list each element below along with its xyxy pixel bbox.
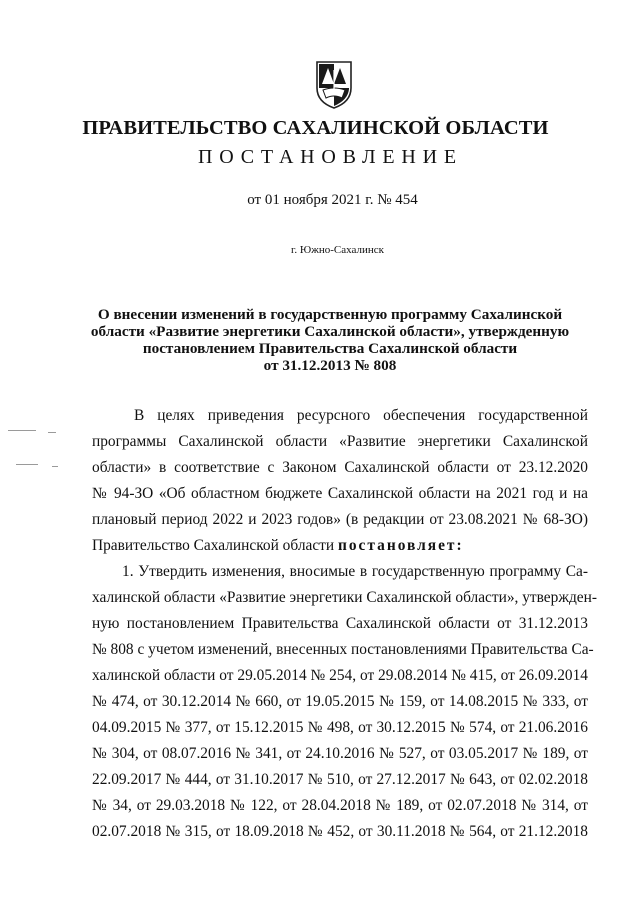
item-1-line: 1. Утвердить изменения, вносимые в государственную программу Са- (122, 563, 588, 580)
item-1-line: 02.07.2018 № 315, от 18.09.2018 № 452, от 30.11.2018 № 564, от 21.12.2018 (92, 823, 588, 840)
body-line (92, 533, 588, 559)
body-line: программы Сахалинской области «Развитие энергетики Сахалинской (92, 433, 588, 450)
document-type: ПОСТАНОВЛЕНИЕ (198, 146, 463, 168)
government-title: ПРАВИТЕЛЬСТВО САХАЛИНСКОЙ ОБЛАСТИ (82, 117, 549, 139)
item-1-line: № 474, от 30.12.2014 № 660, от 19.05.2015 № 159, от 14.08.2015 № 333, от (92, 693, 588, 710)
body-line: плановый период 2022 и 2023 годов» (в редакции от 23.08.2021 № 68-ЗО) (92, 511, 588, 528)
item-1-line: халинской области от 29.05.2014 № 254, от 29.08.2014 № 415, от 26.09.2014 (92, 667, 588, 684)
heading-line: О внесении изменений в государственную программу Сахалинской (97, 306, 563, 323)
document-body (92, 403, 597, 845)
heading-line: от 31.12.2013 № 808 (263, 357, 397, 374)
document-heading (60, 306, 600, 374)
document-city: г. Южно-Сахалинск (291, 244, 384, 256)
heading-line: постановлением Правительства Сахалинской области (142, 340, 518, 357)
item-1-line: 22.09.2017 № 444, от 31.10.2017 № 510, от 27.12.2017 № 643, от 02.02.2018 (92, 771, 588, 788)
body-text: Правительство Сахалинской области (92, 537, 335, 554)
sakhalin-coat-of-arms-icon (314, 58, 354, 110)
item-1-line: № 304, от 08.07.2016 № 341, от 24.10.2016 № 527, от 03.05.2017 № 189, от (92, 745, 588, 762)
item-1-line: халинской области «Развитие энергетики Сахалинской области», утвержден- (92, 589, 597, 606)
item-1-line: 04.09.2015 № 377, от 15.12.2015 № 498, от 30.12.2015 № 574, от 21.06.2016 (92, 719, 588, 736)
decree-word: постановляет: (337, 537, 464, 554)
body-line: № 94-ЗО «Об областном бюджете Сахалинской области на 2021 год и на (92, 485, 588, 502)
item-1-line: ную постановлением Правительства Сахалинской области от 31.12.2013 (92, 615, 588, 632)
margin-marks (8, 430, 88, 470)
body-line: области» в соответствие с Законом Сахалинской области от 23.12.2020 (92, 459, 588, 476)
heading-line: области «Развитие энергетики Сахалинской области», утвержденную (90, 323, 570, 340)
body-line: В целях приведения ресурсного обеспечения государственной (134, 407, 588, 424)
document-date-number: от 01 ноября 2021 г. № 454 (247, 192, 418, 208)
item-1-line: № 34, от 29.03.2018 № 122, от 28.04.2018 № 189, от 02.07.2018 № 314, от (92, 797, 588, 814)
item-1-line: № 808 с учетом изменений, внесенных постановлениями Правительства Са- (92, 641, 594, 658)
